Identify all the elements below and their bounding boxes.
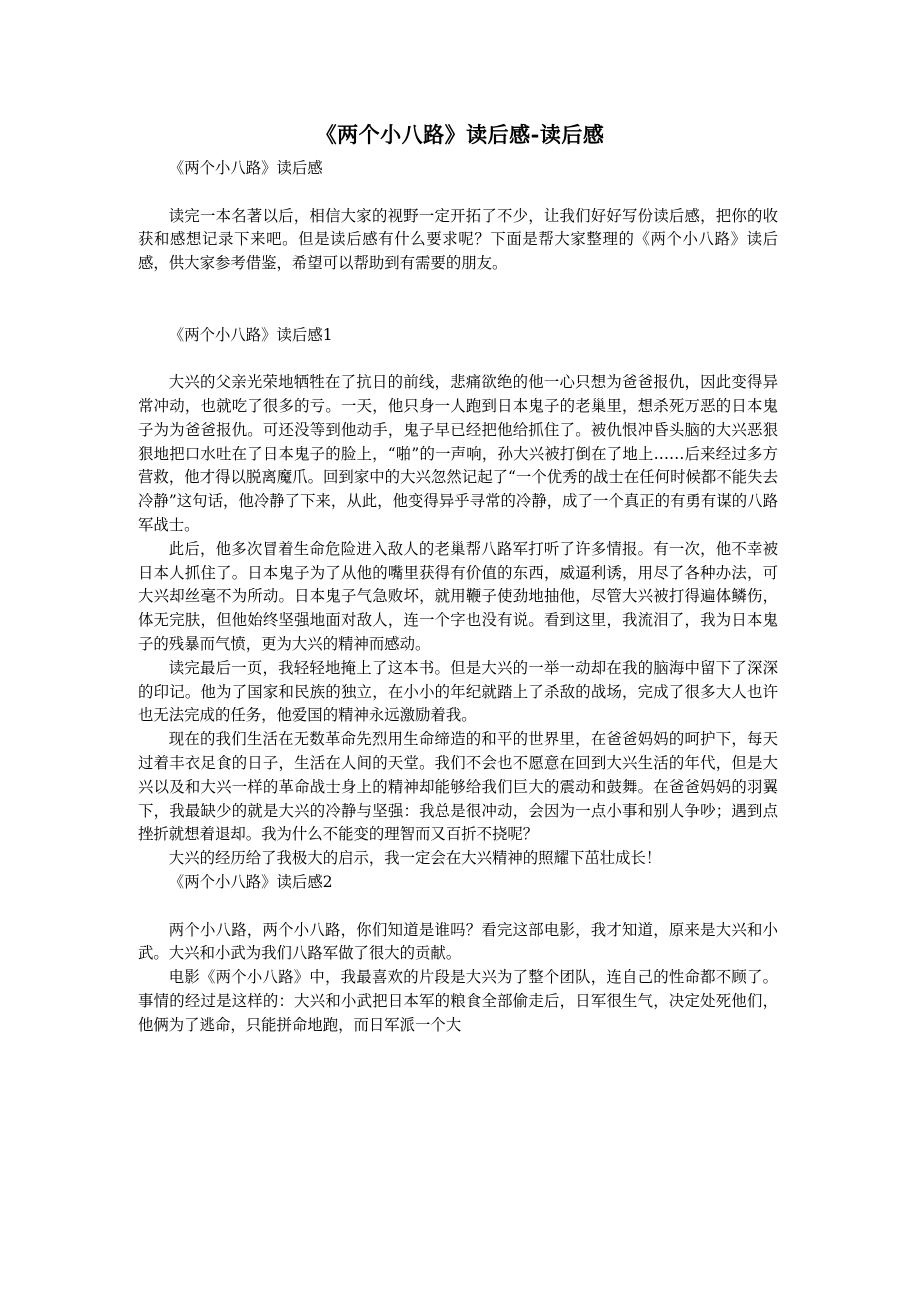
section2-heading: 《两个小八路》读后感2 [168, 872, 333, 891]
section2-paragraph: 两个小八路，两个小八路，你们知道是谁吗？看完这部电影，我才知道，原来是大兴和小武。大兴和小武为我们八路军做了很大的贡献。 [138, 920, 778, 963]
document-body [138, 157, 778, 1037]
spacer [138, 181, 778, 205]
spacer [138, 347, 778, 371]
section1-paragraph: 大兴的父亲光荣地牺牲在了抗日的前线，悲痛欲绝的他一心只想为爸爸报仇，因此变得异常冲动，也就吃了很多的亏。一天，他只身一人跑到日本鬼子的老巢里，想杀死万恶的日本鬼子为为爸爸报仇。可还没等到他动手，鬼子早已经把他给抓住了。被仇恨冲昏头脑的大兴恶狠狠地把口水吐在了日本鬼子的脸上，“啪”的一声响，孙大兴被打倒在了地上……后来经过多方营救，他才得以脱离魔爪。回到家中的大兴忽然记起了“一个优秀的战士在任何时候都不能失去冷静”这句话，他冷静了下来，从此，他变得异乎寻常的冷静，成了一个真正的有勇有谋的八路军战士。 [138, 373, 778, 534]
section2-paragraph: 电影《两个小八路》中，我最喜欢的片段是大兴为了整个团队，连自己的性命都不顾了。事情的经过是这样的：大兴和小武把日本军的粮食全部偷走后，日军很生气，决定处死他们，他俩为了逃命，只能拼命地跑，而日军派一个大 [138, 968, 778, 1034]
spacer [138, 895, 778, 919]
document-title: 《两个小八路》读后感-读后感 [315, 122, 605, 147]
intro-paragraph: 读完一本名著以后，相信大家的视野一定开拓了不少，让我们好好写份读后感，把你的收获和感想记录下来吧。但是读后感有什么要求呢？下面是帮大家整理的《两个小八路》读后感，供大家参考借鉴，希望可以帮助到有需要的朋友。 [138, 206, 778, 273]
section1-paragraph: 大兴的经历给了我极大的启示，我一定会在大兴精神的照耀下茁壮成长！ [168, 849, 662, 868]
spacer [138, 276, 778, 324]
section1-paragraph: 读完最后一页，我轻轻地掩上了这本书。但是大兴的一举一动却在我的脑海中留下了深深的印记。他为了国家和民族的独立，在小小的年纪就踏上了杀敌的战场，完成了很多大人也许也无法完成的任务，他爱国的精神永远激励着我。 [138, 658, 778, 725]
section1-paragraph: 此后，他多次冒着生命危险进入敌人的老巢帮八路军打听了许多情报。有一次，他不幸被日本人抓住了。日本鬼子为了从他的嘴里获得有价值的东西，威逼利诱，用尽了各种办法，可大兴却丝毫不为所动。日本鬼子气急败坏，就用鞭子使劲地抽他，尽管大兴被打得遍体鳞伤，体无完肤，但他始终坚强地面对敌人，连一个字也没有说。看到这里，我流泪了，我为日本鬼子的残暴而气愤，更为大兴的精神而感动。 [138, 539, 778, 653]
section1-heading: 《两个小八路》读后感1 [168, 325, 333, 344]
section1-paragraph: 现在的我们生活在无数革命先烈用生命缔造的和平的世界里，在爸爸妈妈的呵护下，每天过着丰衣足食的日子，生活在人间的天堂。我们不会也不愿意在回到大兴生活的年代，但是大兴以及和大兴一样的革命战士身上的精神却能够给我们巨大的震动和鼓舞。在爸爸妈妈的羽翼下，我最缺少的就是大兴的冷静与坚强：我总是很冲动，会因为一点小事和别人争吵；遇到点挫折就想着退却。我为什么不能变的理智而又百折不挠呢？ [138, 730, 778, 844]
document-subtitle: 《两个小八路》读后感 [168, 159, 323, 177]
